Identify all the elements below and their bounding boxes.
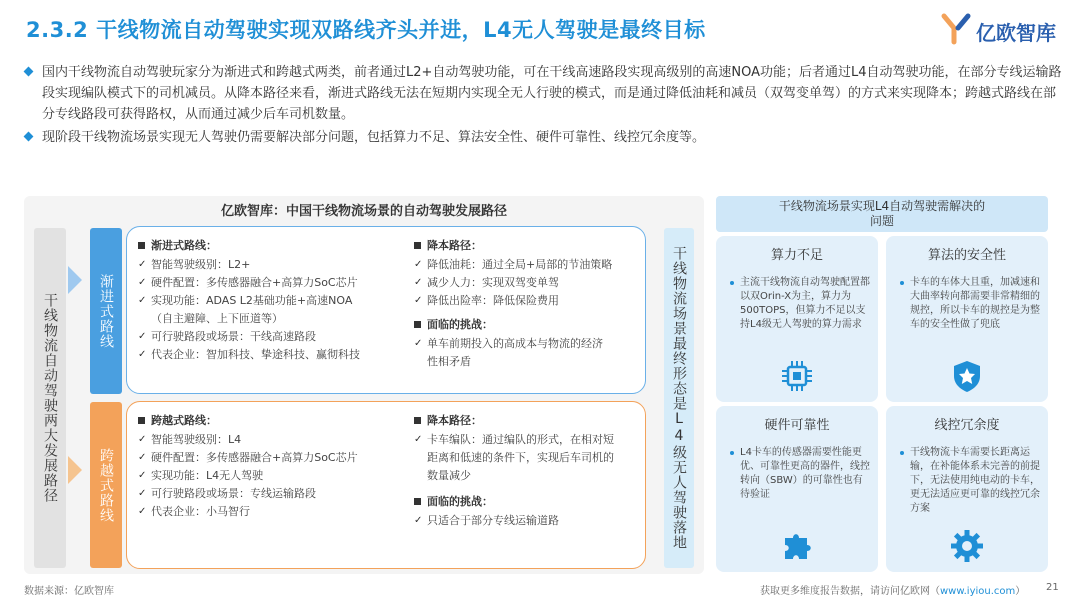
main-label-column: 干线物流自动驾驶两大发展路径 — [34, 228, 66, 568]
list-item-continuation: 性相矛盾 — [427, 355, 471, 368]
leap-cost-path — [413, 412, 639, 530]
footer-note-text: 获取更多维度报告数据，请访问亿欧网（ — [760, 586, 940, 597]
gradual-cost-path — [413, 237, 639, 371]
footer-note — [760, 582, 1025, 597]
list-item: ✓ 代表企业：小马智行 — [137, 503, 407, 521]
section-heading: 渐进式路线： — [137, 237, 407, 255]
list-item: ✓ 可行驶路段或场景：干线高速路段 — [137, 328, 407, 346]
list-item: ✓ 减少人力：实现双驾变单驾 — [413, 274, 639, 292]
problem-card — [716, 406, 878, 572]
gradual-route-box — [126, 226, 646, 394]
puzzle-icon — [779, 528, 815, 564]
chevron-right-icon — [68, 266, 82, 294]
footer-note-end: ） — [1015, 586, 1026, 597]
problem-card — [716, 236, 878, 402]
shield-star-icon — [949, 358, 985, 394]
logo — [940, 12, 1060, 48]
card-body: 主流干线物流自动驾驶配置都以双Orin-X为主，算力为500TOPS，但算力不足以支持L4级无人驾驶的算力需求 — [730, 276, 872, 332]
gradual-features — [137, 237, 407, 364]
list-item-continuation: 距离和低速的条件下，实现后车司机的 — [427, 451, 614, 464]
list-item: ✓ 智能驾驶级别：L2+ — [137, 256, 407, 274]
data-source: 数据来源：亿欧智库 — [24, 586, 114, 597]
gradual-route-label: 渐进式路线 — [90, 228, 122, 394]
list-item: ✓ 智能驾驶级别：L4 — [137, 431, 407, 449]
problem-card — [886, 406, 1048, 572]
list-item: ✓ 只适合于部分专线运输道路 — [413, 512, 639, 530]
section-heading: 降本路径： — [413, 237, 639, 255]
website-link[interactable]: www.iyiou.com — [940, 586, 1016, 597]
section-heading: 面临的挑战： — [413, 316, 639, 334]
card-title: 算法的安全性 — [927, 248, 1006, 263]
section-heading: 面临的挑战： — [413, 493, 639, 511]
list-item: ✓ 降低油耗：通过全局+局部的节油策略 — [413, 256, 639, 274]
logo-text: 亿欧智库 — [976, 21, 1056, 45]
card-title: 线控冗余度 — [934, 418, 1000, 433]
list-item: ✓ 可行驶路段或场景：专线运输路段 — [137, 485, 407, 503]
card-title: 硬件可靠性 — [764, 418, 830, 433]
list-item: ✓ 实现功能：ADAS L2基础功能+高速NOA — [137, 292, 407, 310]
card-body: L4卡车的传感器需要性能更优、可靠性更高的器件，线控转向（SBW）的可靠性也有待验证 — [730, 446, 872, 502]
problem-card — [886, 236, 1048, 402]
leap-features — [137, 412, 407, 521]
section-heading: 降本路径： — [413, 412, 639, 430]
card-title: 算力不足 — [770, 248, 823, 263]
leap-route-label: 跨越式路线 — [90, 402, 122, 568]
list-item: ✓ 卡车编队：通过编队的形式，在相对短 — [413, 431, 639, 449]
list-item: ✓ 硬件配置：多传感器融合+高算力SoC芯片 — [137, 274, 407, 292]
end-state-column: 干线物流场景最终形态是L4级无人驾驶落地 — [664, 228, 694, 568]
leap-route-box — [126, 401, 646, 569]
bullet-item: 国内干线物流自动驾驶玩家分为渐进式和跨越式两类，前者通过L2+自动驾驶功能，可在干线高速路段实现高级别的高速NOA功能；后者通过L4自动驾驶功能，在部分专线运输路段实现编队模式下的司机减员。从降本路径来看，渐进式路线无法在短期内实现全无人行驶的模式，而是通过降低油耗和减员（双驾变单驾）的方式来实现降本；跨越式路线在部分专线路段可获得路权，从而通过减少后车司机数量。 — [22, 62, 1062, 125]
problems-title: 干线物流场景实现L4自动驾驶需解决的问题 — [716, 196, 1048, 232]
logo-mark-icon — [940, 12, 974, 46]
list-item-continuation: （自主避障、上下匝道等） — [151, 312, 283, 325]
page-number: 21 — [1046, 582, 1059, 593]
list-item: ✓ 单车前期投入的高成本与物流的经济 — [413, 335, 639, 353]
list-item-continuation: 数量减少 — [427, 469, 471, 482]
list-item: ✓ 代表企业：智加科技、挚途科技、赢彻科技 — [137, 346, 407, 364]
list-item: ✓ 实现功能：L4无人驾驶 — [137, 467, 407, 485]
list-item: ✓ 硬件配置：多传感器融合+高算力SoC芯片 — [137, 449, 407, 467]
chip-icon — [779, 358, 815, 394]
diagram-title: 亿欧智库：中国干线物流场景的自动驾驶发展路径 — [220, 204, 507, 219]
summary-bullets — [22, 62, 1062, 150]
card-body: 卡车的车体大且重，加减速和大曲率转向都需要非常精细的规控，所以卡车的规控是为整车的安全性做了兜底 — [900, 276, 1042, 332]
bullet-item: 现阶段干线物流场景实现无人驾驶仍需要解决部分问题，包括算力不足、算法安全性、硬件可靠性、线控冗余度等。 — [22, 127, 1062, 148]
card-body: 干线物流卡车需要长距离运输，在补能体系未完善的前提下，无法使用纯电动的卡车，更无法适应更可靠的线控冗余方案 — [900, 446, 1042, 516]
page-title: 2.3.2 干线物流自动驾驶实现双路线齐头并进，L4无人驾驶是最终目标 — [26, 18, 706, 42]
section-heading: 跨越式路线： — [137, 412, 407, 430]
gear-icon — [949, 528, 985, 564]
list-item: ✓ 降低出险率：降低保险费用 — [413, 292, 639, 310]
chevron-right-icon — [68, 456, 82, 484]
